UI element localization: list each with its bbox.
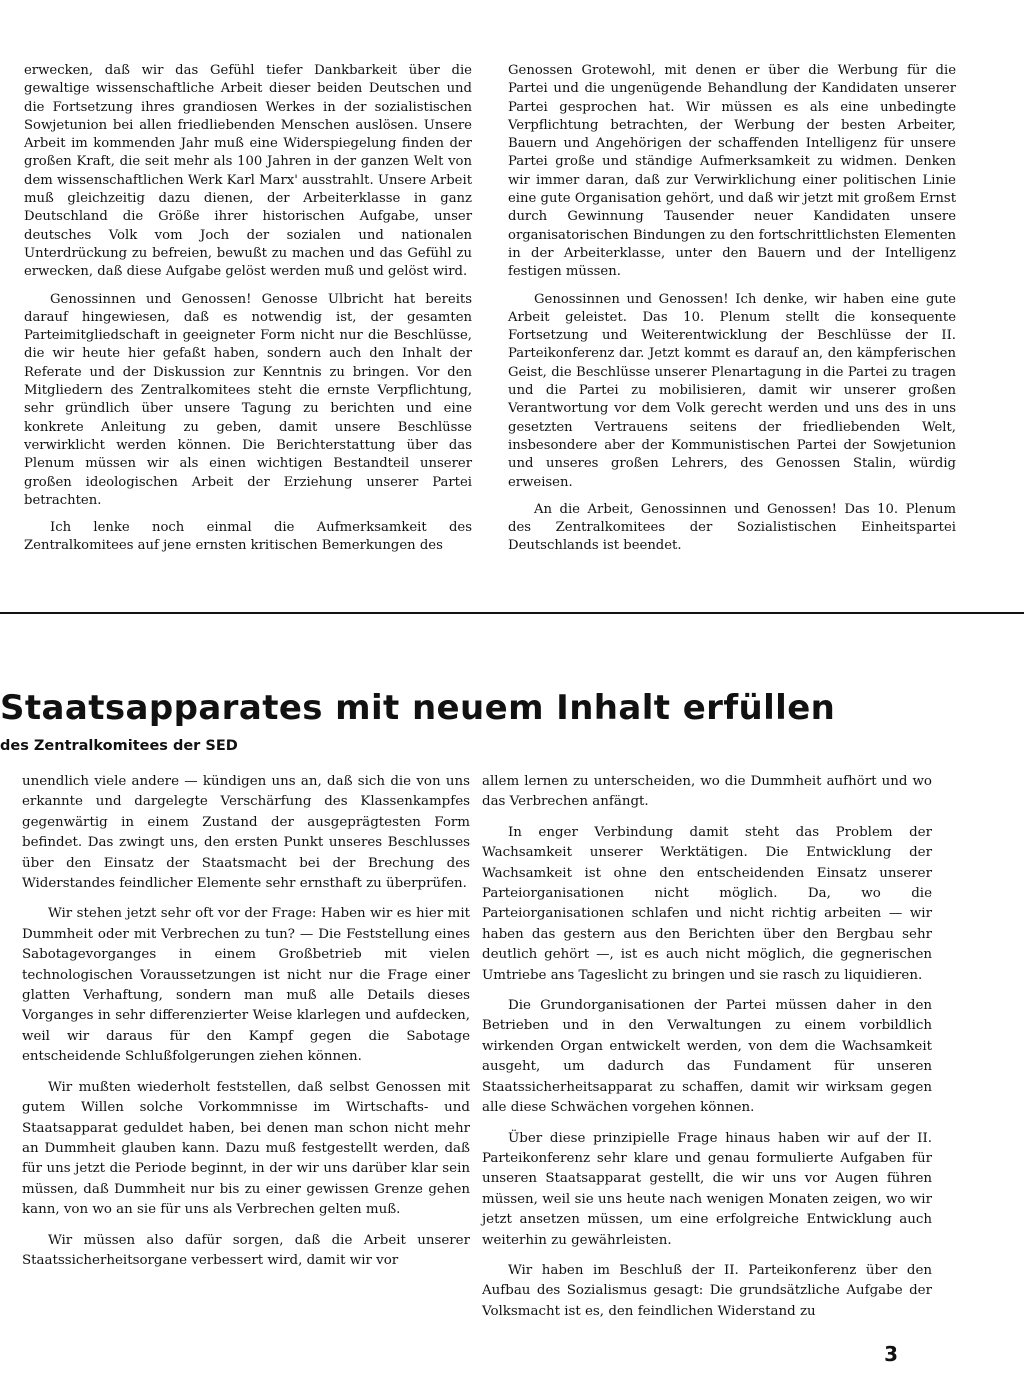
paragraph: Genossinnen und Genossen! Ich denke, wir haben eine gute Arbeit geleistet. Das 10. Plenum stellt die konsequente Fortsetzung und Weiterentwicklung der Beschlüsse der II. Parteikonferenz dar. Jetzt kommt es darauf an, den kämpferischen Geist, die Beschlüsse unserer Plenartagung in die Partei zu tragen und die Partei zu mobilisieren, damit wir unserer großen Verantwortung vor dem Volk gerecht werden und uns des in uns gesetzten Vertrauens seitens der friedliebenden Welt, insbesondere aber der Kommunistischen Partei der Sowjetunion und unseres großen Lehrers, des Genossen Stalin, würdig erweisen. <box>508 291 956 490</box>
section-divider <box>0 612 1024 614</box>
paragraph: allem lernen zu unterscheiden, wo die Dummheit aufhört und wo das Verbrechen anfängt. <box>482 774 932 810</box>
paragraph: Wir müssen also dafür sorgen, daß die Arbeit unserer Staatssicherheitsorgane verbessert wird, damit wir vor <box>22 1232 470 1268</box>
article-subheadline: des Zentralkomitees der SED <box>0 738 238 754</box>
paragraph: Wir stehen jetzt sehr oft vor der Frage: Haben wir es hier mit Dummheit oder mit Verbrechen zu tun? — Die Feststellung eines Sabotagevorganges in einem Großbetrieb mit vielen technologischen Voraussetzungen ist nicht nur die Frage einer glatten Verhaftung, sondern man muß alle Details dieses Vorganges in sehr differenzierter Weise klarlegen und aufdecken, weil wir daraus für den Kampf gegen die Sabotage entscheidende Schlußfolgerungen ziehen können. <box>22 906 470 1065</box>
paragraph: unendlich viele andere — kündigen uns an, daß sich die von uns erkannte und dargelegte Verschärfung des Klassenkampfes gegenwärtig in einem Zustand der ausgeprägtesten Form befindet. Das zwingt uns, den ersten Punkt unseres Beschlusses über den Einsatz der Staatsmacht bei der Brechung des Widerstandes feindlicher Elemente sehr ernsthaft zu überprüfen. <box>22 774 470 892</box>
paragraph: Wir haben im Beschluß der II. Parteikonferenz über den Aufbau des Sozialismus gesagt: Die grundsätzliche Aufgabe der Volksmacht ist es, den feindlichen Widerstand zu <box>482 1262 932 1319</box>
top-right-column <box>508 62 956 556</box>
page-number: 3 <box>884 1342 898 1366</box>
paragraph: Wir mußten wiederholt feststellen, daß selbst Genossen mit gutem Willen solche Vorkommnisse im Wirtschafts- und Staatsapparat geduldet haben, bei denen man schon nicht mehr an Dummheit glauben kann. Dazu muß festgestellt werden, daß für uns jetzt die Periode beginnt, in der wir uns darüber klar sein müssen, daß Dummheit nur bis zu einer gewissen Grenze gehen kann, von wo an sie für uns als Verbrechen gelten muß. <box>22 1079 470 1218</box>
paragraph: In enger Verbindung damit steht das Problem der Wachsamkeit unserer Werktätigen. Die Entwicklung der Wachsamkeit ist ohne den entscheidenden Einsatz unserer Parteiorganisationen nicht möglich. Da, wo die Parteiorganisationen schlafen und nicht richtig arbeiten — wir haben das gestern aus den Berichten über den Bergbau sehr deutlich gehört —, ist es auch nicht möglich, die gegnerischen Umtriebe ans Tageslicht zu bringen und sie rasch zu liquidieren. <box>482 824 932 983</box>
paragraph: Die Grundorganisationen der Partei müssen daher in den Betrieben und in den Verwaltungen zu einem vorbildlich wirkenden Organ entwickelt werden, von dem die Wachsamkeit ausgeht, um dadurch das Fundament für unseren Staatssicherheitsapparat zu schaffen, damit wir wirksam gegen alle diese Schwächen vorgehen können. <box>482 998 932 1116</box>
paragraph: Über diese prinzipielle Frage hinaus haben wir auf der II. Parteikonferenz sehr klare und genau formulierte Aufgaben für unseren Staatsapparat gestellt, die wir uns vor Augen führen müssen, weil sie uns heute nach wenigen Monaten zeigen, wo wir jetzt ansetzen müssen, um eine erfolgreiche Entwicklung auch weiterhin zu gewährleisten. <box>482 1130 932 1248</box>
top-left-column <box>24 62 472 556</box>
paragraph: erwecken, daß wir das Gefühl tiefer Dankbarkeit über die gewaltige wissenschaftliche Arbeit dieser beiden Deutschen und die Fortsetzung ihres grandiosen Werkes in der sozialistischen Sowjetunion bei allen friedliebenden Menschen auslösen. Unsere Arbeit im kommenden Jahr muß eine Widerspiegelung finden der großen Kraft, die seit mehr als 100 Jahren in der ganzen Welt von dem wissenschaftlichen Werk Karl Marx' ausstrahlt. Unsere Arbeit muß gleichzeitig dazu dienen, der Arbeiterklasse in ganz Deutschland die Größe ihrer historischen Aufgabe, unser deutsches Volk vom Joch der sozialen und nationalen Unterdrückung zu befreien, bewußt zu machen und das Gefühl zu erwecken, daß diese Aufgabe gelöst werden muß und gelöst wird. <box>24 63 472 280</box>
bottom-right-column <box>482 772 932 1322</box>
paragraph: Genossinnen und Genossen! Genosse Ulbricht hat bereits darauf hingewiesen, daß es notwendig ist, der gesamten Parteimitgliedschaft in geeigneter Form nicht nur die Beschlüsse, die wir heute hier gefaßt haben, sondern auch den Inhalt der Referate und der Diskussion zur Kenntnis zu bringen. Vor den Mitgliedern des Zentralkomitees steht die ernste Verpflichtung, sehr gründlich über unsere Tagung zu berichten und eine konkrete Anleitung zu geben, damit unsere Beschlüsse verwirklicht werden können. Die Berichterstattung über das Plenum müssen wir als einen wichtigen Bestandteil unserer großen ideologischen Arbeit der Erziehung unserer Partei betrachten. <box>24 291 472 508</box>
paragraph: Genossen Grotewohl, mit denen er über die Werbung für die Partei und die ungenügende Behandlung der Kandidaten unserer Partei gesprochen hat. Wir müssen es als eine unbedingte Verpflichtung betrachten, der Werbung der besten Arbeiter, Bauern und Angehörigen der schaffenden Intelligenz für unsere Partei große und ständige Aufmerksamkeit zu widmen. Denken wir immer daran, daß zur Verwirklichung einer politischen Linie eine gute Organisation gehört, und daß wir jetzt mit großem Ernst durch Gewinnung Tausender neuer Kandidaten unsere organisatorischen Bindungen zu den fortschrittlichsten Elementen in der Arbeiterklasse, unter den Bauern und der Intelligenz festigen müssen. <box>508 63 956 280</box>
article-headline: Staatsapparates mit neuem Inhalt erfüllen <box>0 688 836 728</box>
paragraph: Ich lenke noch einmal die Aufmerksamkeit des Zentralkomitees auf jene ernsten kritischen Bemerkungen des <box>24 520 472 554</box>
paragraph: An die Arbeit, Genossinnen und Genossen! Das 10. Plenum des Zentralkomitees der Sozialistischen Einheitspartei Deutschlands ist beendet. <box>508 501 956 554</box>
bottom-left-column <box>22 772 470 1271</box>
